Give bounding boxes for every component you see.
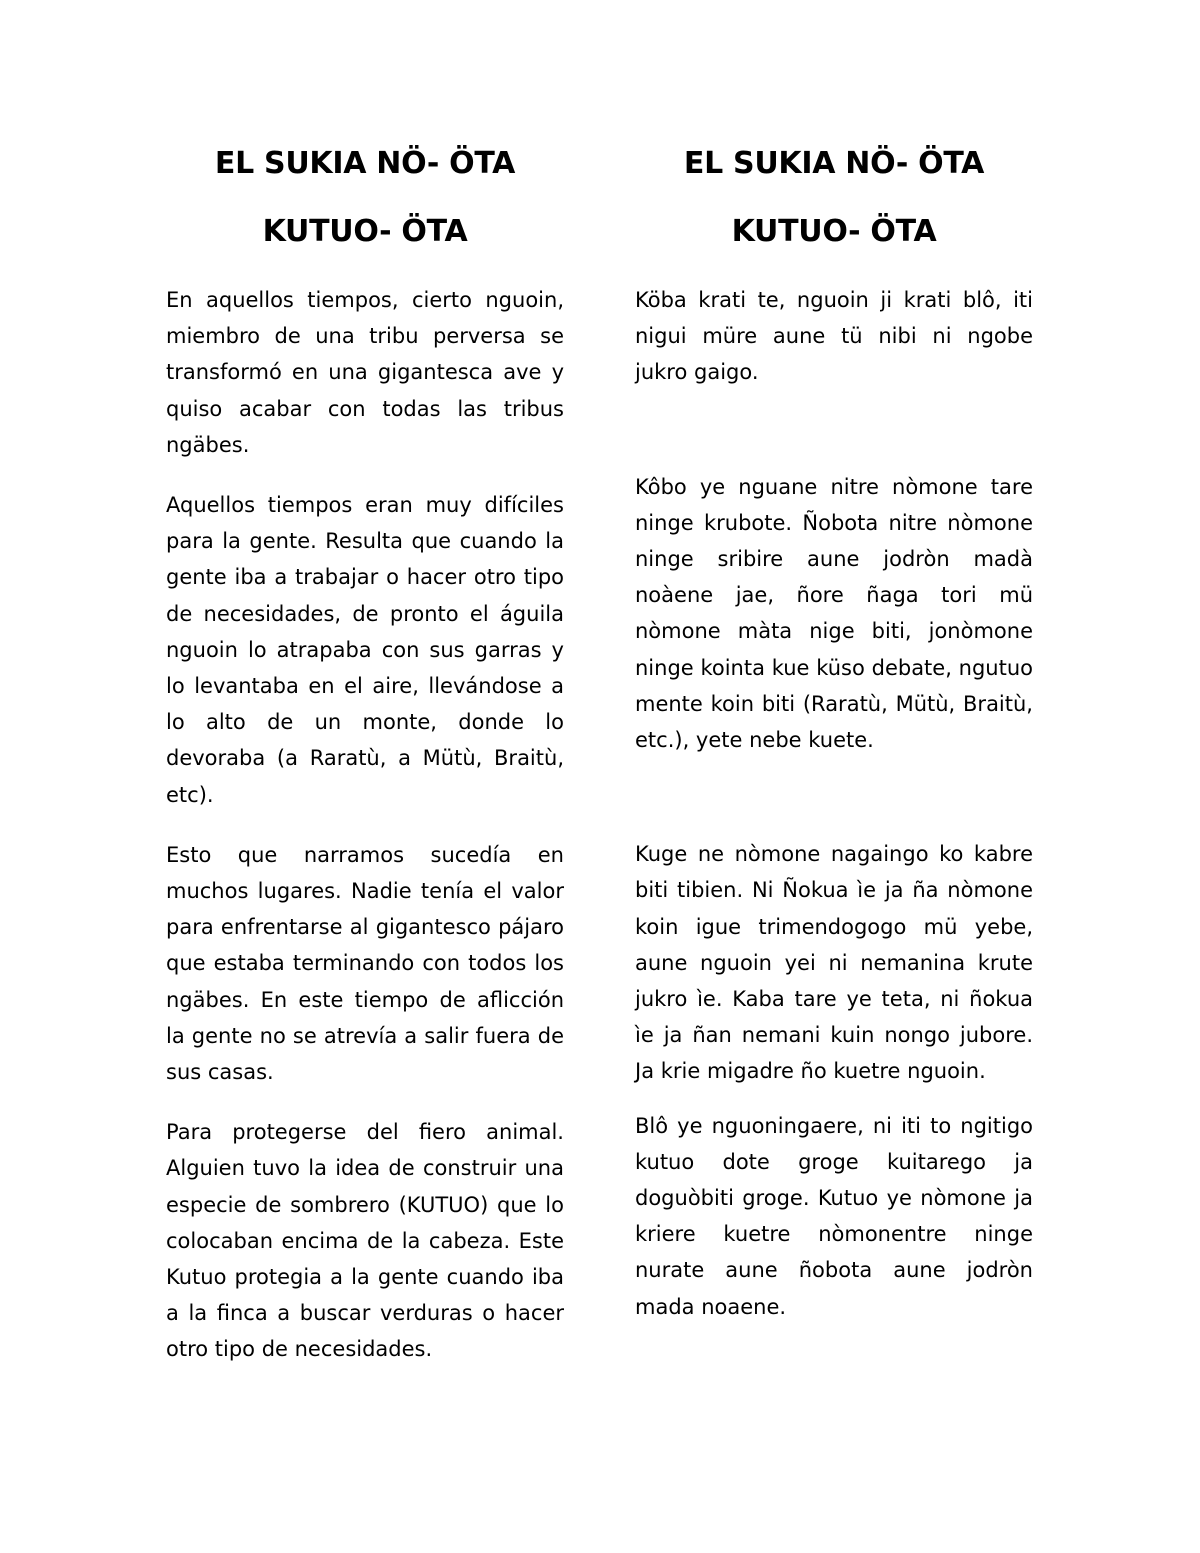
ngabere-column	[635, 140, 1033, 1325]
spanish-paragraph-4: Para protegerse del fiero animal. Alguien tuvo la idea de construir una especie de sombrero (KUTUO) que lo colocaban encima de la cabeza. Este Kutuo protegia a la gente cuando iba a la finca a buscar verduras o hacer otro tipo de necesidades.	[166, 1120, 564, 1362]
story-title-spanish: EL SUKIA NÖ- ÖTA	[214, 146, 516, 181]
ngabere-paragraph-1: Köba krati te, nguoin ji krati blô, iti nigui müre aune tü nibi ni ngobe jukro gaigo.	[635, 288, 1033, 385]
ngabere-paragraph-2: Kôbo ye nguane nitre nòmone tare ninge krubote. Ñobota nitre nòmone ninge sribire aune jodròn madà noàene jae, ñore ñaga tori mü nòmone màta nige biti, jonòmone ninge kointa kue küso debate, ngutuo mente koin biti (Raratù, Mütù, Braitù, etc.), yete nebe kuete.	[635, 474, 1033, 753]
spanish-column	[166, 140, 564, 1368]
ngabere-paragraph-3: Kuge ne nòmone nagaingo ko kabre biti tibien. Ni Ñokua ìe ja ña nòmone koin igue trimendogogo mü yebe, aune nguoin yei ni nemanina krute jukro ìe. Kaba tare ye teta, ni ñokua ìe ja ñan nemani kuin nongo jubore. Ja krie migadre ño kuetre nguoin.	[635, 842, 1033, 1084]
story-title-ngabere: EL SUKIA NÖ- ÖTA	[683, 146, 985, 181]
spanish-paragraph-1: En aquellos tiempos, cierto nguoin, miembro de una tribu perversa se transformó en una gigantesca ave y quiso acabar con todas las tribus ngäbes.	[166, 288, 564, 457]
spanish-paragraph-2: Aquellos tiempos eran muy difíciles para la gente. Resulta que cuando la gente iba a trabajar o hacer otro tipo de necesidades, de pronto el águila nguoin lo atrapaba con sus garras y lo levantaba en el aire, llevándose a lo alto de un monte, donde lo devoraba (a Raratù, a Mütù, Braitù, etc).	[166, 493, 564, 807]
spanish-paragraph-3: Esto que narramos sucedía en muchos lugares. Nadie tenía el valor para enfrentarse al gigantesco pájaro que estaba terminando con todos los ngäbes. En este tiempo de aflicción la gente no se atrevía a salir fuera de sus casas.	[166, 842, 564, 1085]
ngabere-paragraph-4: Blô ye nguoningaere, ni iti to ngitigo kutuo dote groge kuitarego ja doguòbiti groge. Kutuo ye nòmone ja kriere kuetre nòmonentre ninge nurate aune ñobota aune jodròn mada noaene.	[635, 1113, 1033, 1319]
story-subtitle-ngabere: KUTUO- ÖTA	[731, 214, 937, 249]
story-subtitle-spanish: KUTUO- ÖTA	[262, 214, 468, 249]
